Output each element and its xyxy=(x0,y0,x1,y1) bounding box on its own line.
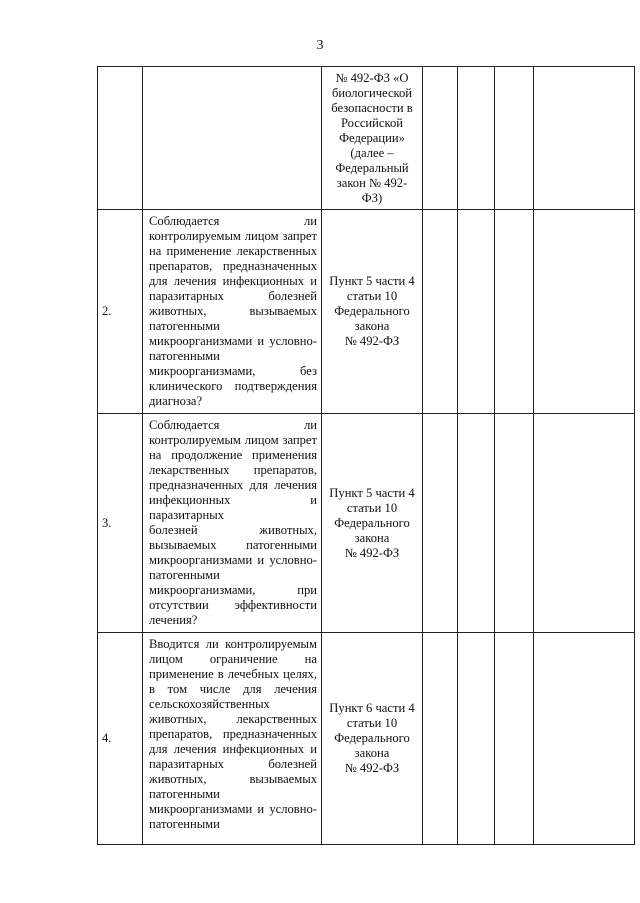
legal-reference-line: закона xyxy=(354,530,390,545)
question-line: контролируемым лицом запрет xyxy=(149,433,317,447)
legal-reference-line: № 492-ФЗ xyxy=(344,761,400,775)
question-line: животных, лекарственных xyxy=(149,712,317,726)
legal-reference-line: № 492-ФЗ xyxy=(344,545,400,560)
legal-reference-line: биологической xyxy=(331,85,413,100)
legal-reference-line: закона xyxy=(354,319,390,333)
table-row xyxy=(98,633,635,845)
row-number: 3. xyxy=(98,414,143,633)
legal-reference-line: Федерации» xyxy=(339,130,405,145)
legal-reference-line: Федерального xyxy=(334,304,410,318)
legal-reference-line: Пункт 5 части 4 xyxy=(329,274,415,288)
legal-reference-cell xyxy=(322,633,423,845)
page-number: 3 xyxy=(316,38,324,53)
answer-cell xyxy=(534,210,635,414)
legal-reference-line: статьи 10 xyxy=(346,500,398,515)
question-line: лекарственных препаратов, xyxy=(149,463,317,477)
legal-reference-line: Федерального xyxy=(334,515,410,530)
answer-cell xyxy=(495,67,534,210)
question-line: препаратов, предназначенных xyxy=(149,259,317,273)
question-line: отсутствии эффективности xyxy=(149,598,317,612)
legal-reference-line: Федерального xyxy=(334,731,410,745)
question-line: для лечения инфекционных и xyxy=(149,742,317,756)
table-row xyxy=(98,414,635,633)
answer-cell xyxy=(495,210,534,414)
question-line: применение в лечебных целях, xyxy=(149,667,317,681)
row-number xyxy=(98,67,143,210)
question-line: патогенными xyxy=(149,349,220,363)
question-line: сельскохозяйственных xyxy=(149,697,270,711)
answer-cell xyxy=(458,633,495,845)
question-line: патогенными xyxy=(149,319,220,333)
question-line: Вводится ли контролируемым xyxy=(149,637,317,651)
question-line: на применение лекарственных xyxy=(149,244,317,258)
question-line: диагноза? xyxy=(149,394,203,408)
legal-reference-line: Российской xyxy=(340,115,404,130)
question-line: паразитарных болезней xyxy=(149,757,317,771)
question-line: животных, вызываемых xyxy=(149,772,317,786)
question-cell xyxy=(143,633,322,845)
answer-cell xyxy=(458,210,495,414)
answer-cell xyxy=(423,67,458,210)
legal-reference-line: статьи 10 xyxy=(346,716,398,730)
answer-cell xyxy=(534,67,635,210)
question-line: паразитарных болезней xyxy=(149,289,317,303)
question-line: болезней животных, xyxy=(149,523,317,537)
question-line: микроорганизмами и условно- xyxy=(149,802,317,816)
legal-reference-line: закон № 492- xyxy=(336,175,408,190)
table-row xyxy=(98,67,635,210)
question-line: микроорганизмами и условно- xyxy=(149,553,317,567)
legal-reference-cell xyxy=(322,210,423,414)
question-line: инфекционных и паразитарных xyxy=(149,493,317,522)
legal-reference-line: ФЗ) xyxy=(361,190,383,205)
answer-cell xyxy=(458,67,495,210)
question-line: клинического подтверждения xyxy=(149,379,317,393)
question-line: лечения? xyxy=(149,613,198,627)
answer-cell xyxy=(423,414,458,633)
legal-reference-line: статьи 10 xyxy=(346,289,398,303)
question-line: на продолжение применения xyxy=(149,448,317,462)
legal-reference-line: № 492-ФЗ «О xyxy=(335,70,409,85)
question-line: Соблюдается ли xyxy=(149,418,317,432)
answer-cell xyxy=(458,414,495,633)
answer-cell xyxy=(534,633,635,845)
question-line: патогенными xyxy=(149,568,220,582)
legal-reference-line: № 492-ФЗ xyxy=(344,334,400,348)
question-line: предназначенных для лечения xyxy=(149,478,317,492)
legal-reference-line: закона xyxy=(354,746,390,760)
question-cell xyxy=(143,67,322,210)
legal-reference-line: безопасности в xyxy=(331,100,413,115)
legal-reference-cell xyxy=(322,67,423,210)
question-cell xyxy=(143,414,322,633)
question-line: вызываемых патогенными xyxy=(149,538,317,552)
question-line: препаратов, предназначенных xyxy=(149,727,317,741)
question-line: животных, вызываемых xyxy=(149,304,317,318)
table-row xyxy=(98,210,635,414)
legal-reference-line: (далее – xyxy=(350,145,394,160)
question-line: микроорганизмами, при xyxy=(149,583,317,597)
answer-cell xyxy=(495,414,534,633)
question-line: микроорганизмами и условно- xyxy=(149,334,317,348)
legal-reference-line: Пункт 5 части 4 xyxy=(329,485,415,500)
question-line: для лечения инфекционных и xyxy=(149,274,317,288)
row-number: 2. xyxy=(98,210,143,414)
question-line: патогенными xyxy=(149,787,220,801)
legal-reference-cell xyxy=(322,414,423,633)
checklist-table xyxy=(97,66,635,845)
question-line: патогенными xyxy=(149,817,220,831)
question-line: в том числе для лечения xyxy=(149,682,317,696)
legal-reference-line: Пункт 6 части 4 xyxy=(329,701,415,715)
answer-cell xyxy=(534,414,635,633)
question-line: контролируемым лицом запрет xyxy=(149,229,317,243)
answer-cell xyxy=(495,633,534,845)
answer-cell xyxy=(423,633,458,845)
row-number: 4. xyxy=(98,633,143,845)
answer-cell xyxy=(423,210,458,414)
question-line: Соблюдается ли xyxy=(149,214,317,228)
question-line: микроорганизмами, без xyxy=(149,364,317,378)
question-cell xyxy=(143,210,322,414)
legal-reference-line: Федеральный xyxy=(335,160,409,175)
question-line: лицом ограничение на xyxy=(149,652,317,666)
